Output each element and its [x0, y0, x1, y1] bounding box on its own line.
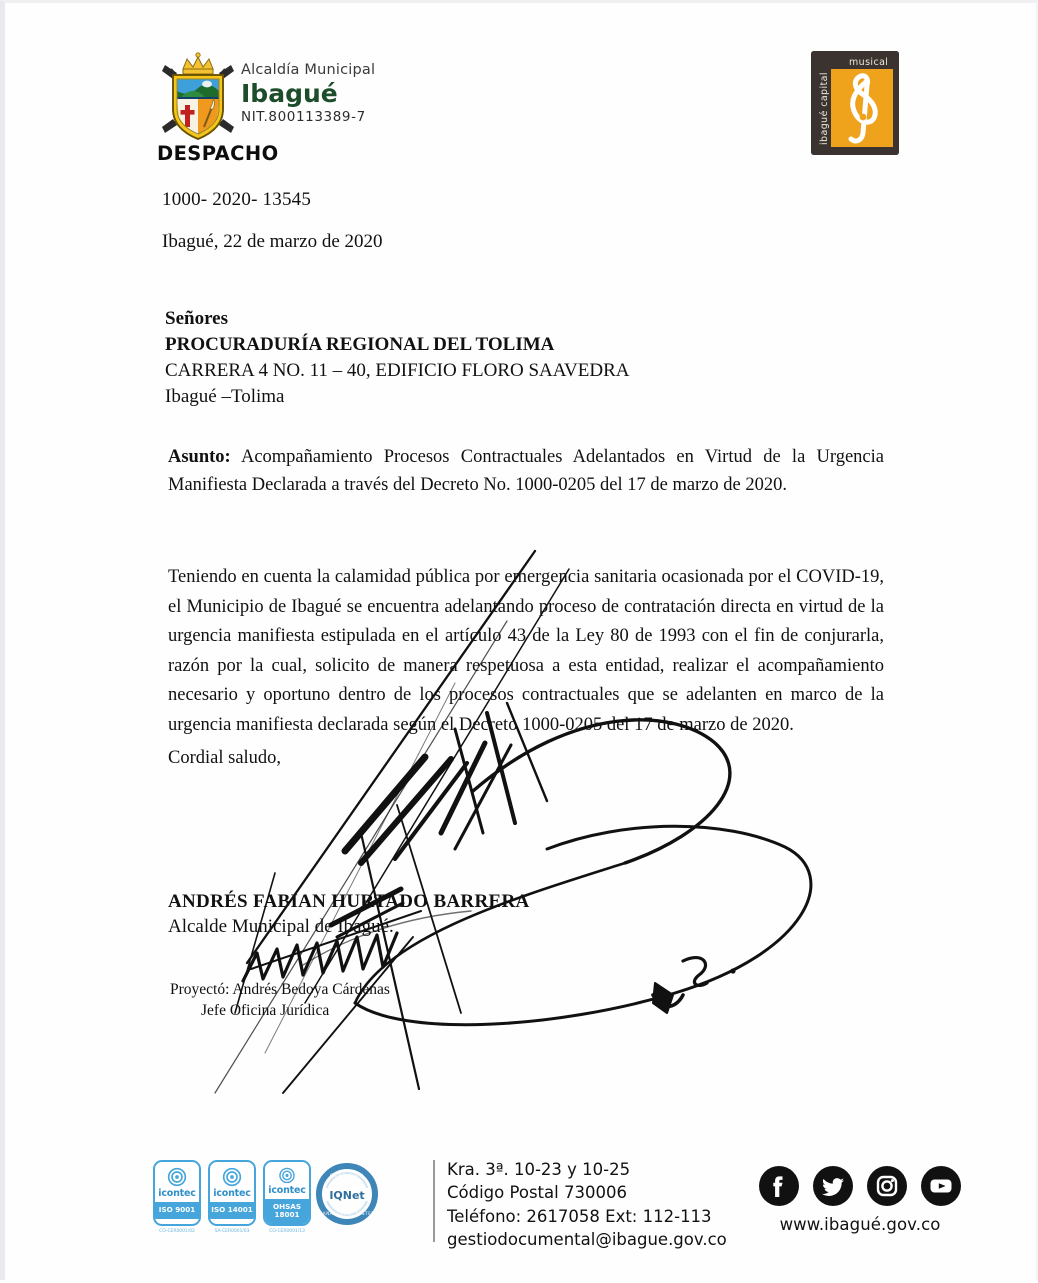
certification-item	[153, 1160, 201, 1234]
certification-standard: ISO 9001	[155, 1202, 199, 1219]
institution-identity	[157, 47, 376, 147]
document-footer	[5, 1148, 1038, 1283]
subject-text: Acompañamiento Procesos Contractuales Adelantados en Virtud de la Urgencia Manifiesta Declarada a través del Decreto No. 1000-0205 del 17 de marzo de 2020.	[168, 447, 884, 496]
svg-text:ibagué capital: ibagué capital	[819, 72, 830, 145]
ibague-capital-musical-logo	[811, 51, 899, 155]
svg-text:musical: musical	[849, 57, 889, 68]
svg-text:IQNet: IQNet	[329, 1189, 365, 1202]
iqnet-seal-icon	[316, 1163, 378, 1225]
footer-divider	[433, 1160, 435, 1242]
icontec-target-icon	[167, 1167, 187, 1187]
salutation: Señores	[165, 308, 228, 329]
social-media-block	[755, 1166, 965, 1234]
icontec-target-icon	[277, 1167, 297, 1184]
certification-code: CO-CER0001/02	[159, 1229, 195, 1234]
svg-text:CERTIFIED: CERTIFIED	[329, 1174, 365, 1179]
addressee-city: Ibagué –Tolima	[165, 386, 285, 408]
certification-standard: ISO 14001	[210, 1202, 254, 1219]
certification-standard: OHSAS 18001	[265, 1199, 309, 1224]
contact-postal-code: Código Postal 730006	[447, 1183, 627, 1203]
addressee-address: CARRERA 4 NO. 11 – 40, EDIFICIO FLORO SAAVEDRA	[165, 360, 630, 382]
nit-number: NIT.800113389-7	[241, 108, 366, 125]
ibague-coat-of-arms-icon	[157, 47, 239, 145]
certification-item	[263, 1160, 311, 1234]
facebook-icon[interactable]	[759, 1166, 799, 1206]
subject-label: Asunto:	[168, 447, 231, 467]
icontec-badge	[263, 1160, 311, 1226]
reference-number: 1000- 2020- 13545	[162, 189, 312, 210]
website-url[interactable]: www.ibagué.gov.co	[779, 1215, 941, 1234]
certification-badges	[153, 1160, 378, 1234]
signatory-name: ANDRÉS FABIAN HURTADO BARRERA	[168, 891, 530, 912]
contact-email[interactable]: gestiodocumental@ibague.gov.co	[447, 1229, 727, 1249]
institution-name-block	[241, 63, 441, 125]
instagram-icon[interactable]	[867, 1166, 907, 1206]
letter-body: Teniendo en cuenta la calamidad pública por emergencia sanitaria ocasionada por el COVID-19, el Municipio de Ibagué se encuentra adelantando proceso de contratación directa en virtud de la urgencia manifiesta estipulada en el artículo 43 de la Ley 80 de 1993 con el fin de conjurarla, razón por la cual, solicito de manera respetuosa a esta entidad, realizar el acompañamiento necesario y oportuno dentro de los procesos contractuales que se adelanten en marco de la urgencia manifiesta declarada según el Decreto 1000-0205 del 17 de marzo de 2020.	[168, 567, 884, 735]
twitter-icon[interactable]	[813, 1166, 853, 1206]
contact-address: Kra. 3ª. 10-23 y 10-25	[447, 1160, 631, 1179]
contact-phone: Teléfono: 2617058 Ext: 112-113	[447, 1206, 712, 1226]
certification-issuer: icontec	[268, 1184, 306, 1196]
certification-code: CO-CER0001/13	[269, 1229, 305, 1234]
svg-text:MANAGEMENT SYSTEM: MANAGEMENT SYSTEM	[318, 1211, 376, 1216]
prepared-by: Proyectó: Andrés Bedoya Cárdenas	[170, 981, 390, 998]
signatory-role: Alcalde Municipal de Ibagué.	[168, 916, 394, 937]
certification-code: SA-CER0001/03	[214, 1229, 250, 1234]
icontec-badge	[153, 1160, 201, 1226]
prepared-by-role: Jefe Oficina Jurídica	[201, 1002, 330, 1019]
certification-issuer: icontec	[213, 1188, 251, 1199]
subject-line	[168, 443, 884, 499]
certification-item	[208, 1160, 256, 1234]
letterhead	[5, 3, 1038, 178]
icontec-target-icon	[222, 1167, 242, 1187]
icontec-badge	[208, 1160, 256, 1226]
certification-issuer: icontec	[158, 1188, 196, 1199]
municipality-label: Alcaldía Municipal	[241, 62, 376, 78]
youtube-icon[interactable]	[921, 1166, 961, 1206]
office-label: DESPACHO	[157, 142, 279, 165]
closing-line: Cordial saludo,	[168, 748, 282, 768]
municipality-name: Ibagué	[241, 78, 338, 108]
addressee-block	[165, 306, 785, 410]
contact-block	[447, 1158, 727, 1251]
addressee-organization: PROCURADURÍA REGIONAL DEL TOLIMA	[165, 334, 555, 356]
city-and-date: Ibagué, 22 de marzo de 2020	[162, 231, 383, 252]
